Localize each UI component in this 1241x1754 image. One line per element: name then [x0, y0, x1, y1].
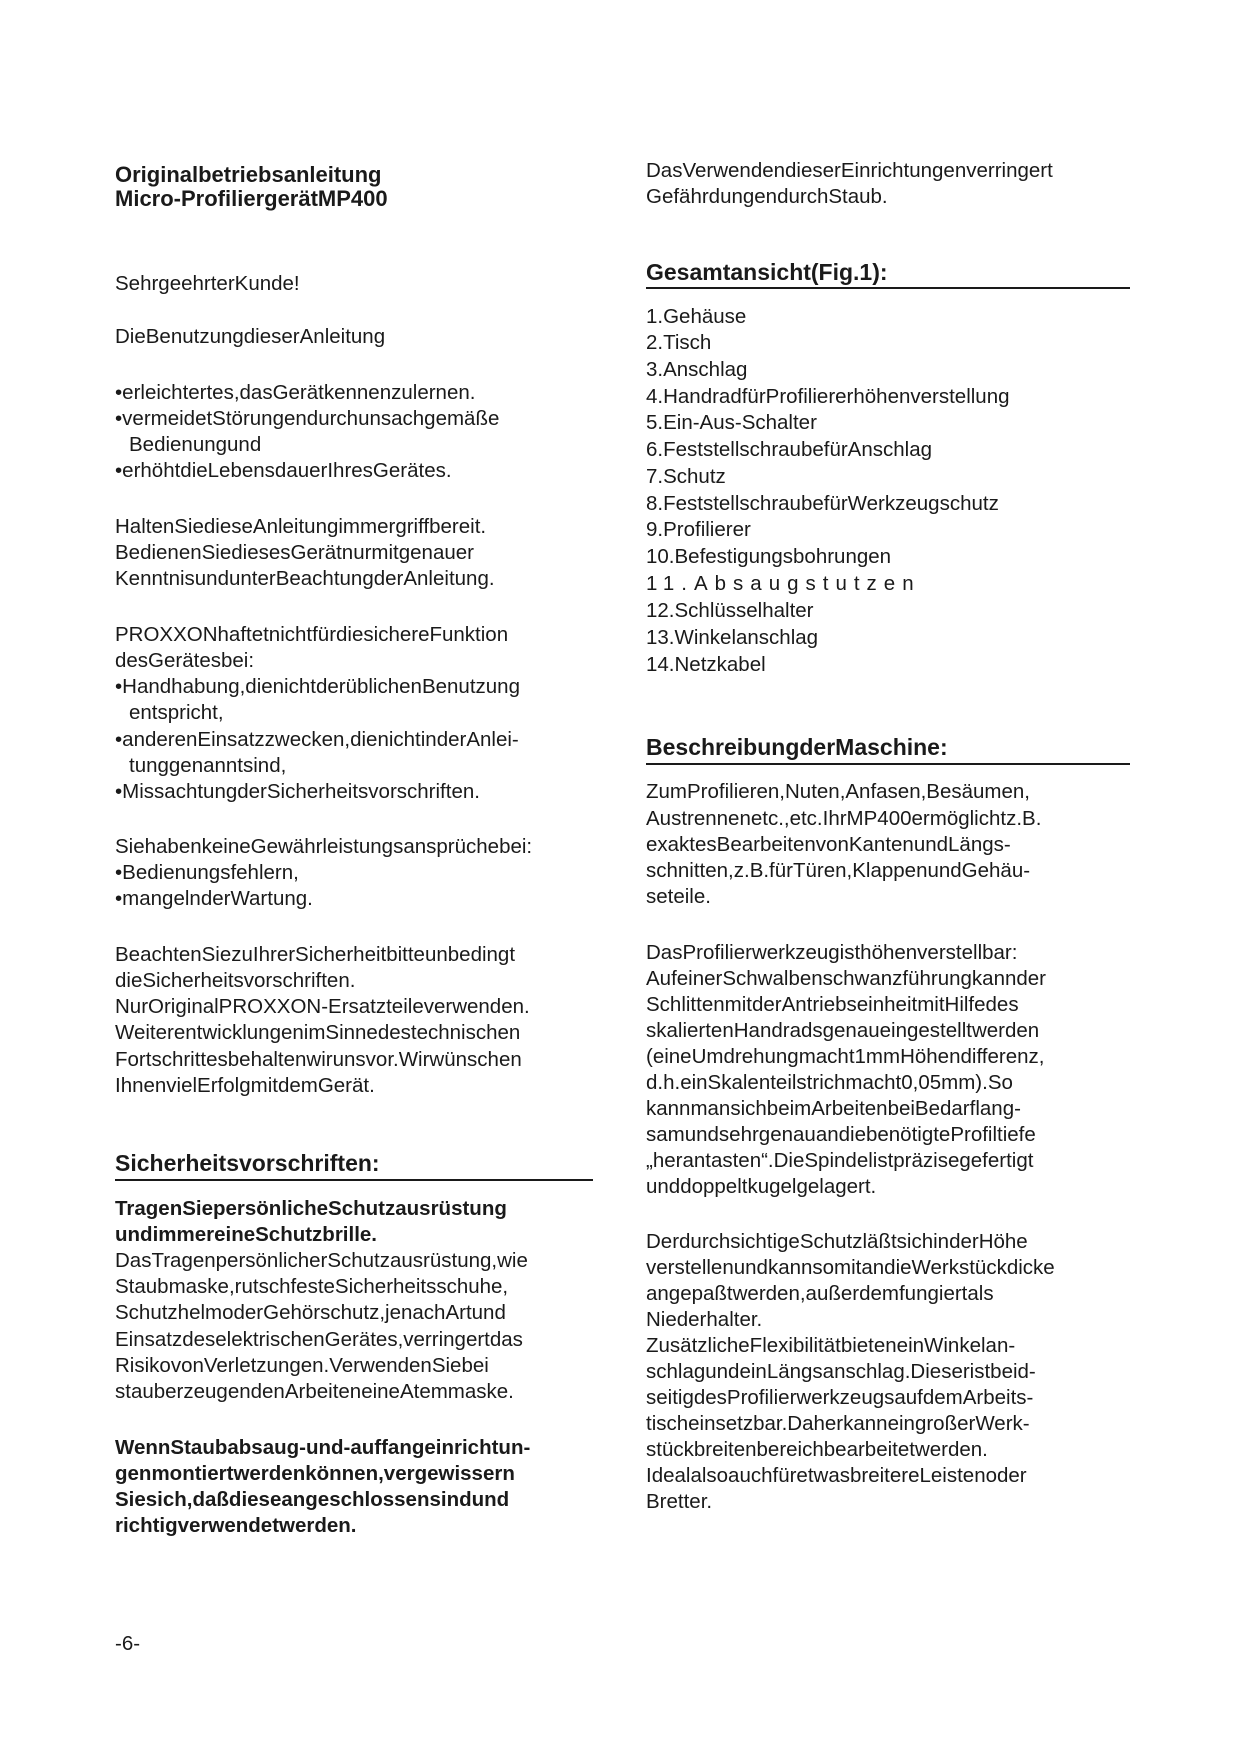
heading-underline	[115, 1179, 593, 1181]
paragraph-line: AufeinerSchwalbenschwanzführungkannder	[646, 967, 1047, 990]
paragraph-line: tischeinsetzbar.DaherkanneingroßerWerk-	[646, 1412, 1030, 1435]
list-item: 7.Schutz	[646, 465, 726, 488]
greeting: SehrgeehrterKunde!	[115, 272, 300, 295]
paragraph-line: dieSicherheitsvorschriften.	[115, 969, 356, 992]
list-item: 2.Tisch	[646, 331, 712, 354]
paragraph-line: desGerätesbei:	[115, 649, 255, 672]
paragraph-line: Niederhalter.	[646, 1308, 763, 1331]
safety-bold-line: genmontiertwerdenkönnen,vergewissern	[115, 1462, 515, 1485]
paragraph-line: •mangelnderWartung.	[115, 887, 313, 910]
safety-text-line: Staubmaske,rutschfesteSicherheitsschuhe,	[115, 1275, 509, 1298]
paragraph-line: schlagundeinLängsanschlag.Dieseristbeid-	[646, 1360, 1036, 1383]
paragraph-line: seitigdesProfilierwerkzeugsaufdemArbeits-	[646, 1386, 1034, 1409]
paragraph-line: „herantasten“.DieSpindelistpräzisegefertigt	[646, 1149, 1034, 1172]
paragraph-line: SchlittenmitderAntriebseinheitmitHilfedes	[646, 993, 1019, 1016]
description-heading: BeschreibungderMaschine:	[646, 734, 948, 760]
paragraph-line: exaktesBearbeitenvonKantenundLängs-	[646, 833, 1011, 856]
safety-heading: Sicherheitsvorschriften:	[115, 1150, 380, 1176]
paragraph-line: seteile.	[646, 885, 711, 908]
list-item: 12.Schlüsselhalter	[646, 599, 814, 622]
doc-subtitle: Micro-ProfiliergerätMP400	[115, 186, 388, 211]
safety-bold-line: undimmereineSchutzbrille.	[115, 1223, 377, 1246]
paragraph-line: SiehabenkeineGewährleistungsansprüchebei:	[115, 835, 533, 858]
heading-underline	[646, 287, 1130, 289]
paragraph-line: PROXXONhaftetnichtfürdiesichereFunktion	[115, 623, 509, 646]
page-number: -6-	[115, 1632, 141, 1655]
paragraph-line: DasProfilierwerkzeugisthöhenverstellbar:	[646, 941, 1018, 964]
bullet-line: •erleichtertes,dasGerätkennenzulernen.	[115, 381, 476, 404]
list-item: 6.FeststellschraubefürAnschlag	[646, 438, 933, 461]
paragraph-line: (eineUmdrehungmacht1mmHöhendifferenz,	[646, 1045, 1045, 1068]
paragraph-line: •Handhabung,dienichtderüblichenBenutzung	[115, 675, 520, 698]
overview-heading: Gesamtansicht(Fig.1):	[646, 259, 888, 285]
list-item: 13.Winkelanschlag	[646, 626, 819, 649]
paragraph-line: DasVerwendendieserEinrichtungenverringert	[646, 159, 1053, 182]
paragraph-line: unddoppeltkugelgelagert.	[646, 1175, 877, 1198]
list-item: 10.Befestigungsbohrungen	[646, 545, 892, 568]
paragraph-line: schnitten,z.B.fürTüren,KlappenundGehäu-	[646, 859, 1031, 882]
bullet-line: •erhöhtdieLebensdauerIhresGerätes.	[115, 459, 452, 482]
safety-text-line: SchutzhelmoderGehörschutz,jenachArtund	[115, 1301, 506, 1324]
heading-underline	[646, 763, 1130, 765]
paragraph-line: kannmansichbeimArbeitenbeiBedarflang-	[646, 1097, 1021, 1120]
paragraph-line: GefährdungendurchStaub.	[646, 185, 888, 208]
safety-bold-line: WennStaubabsaug-und-auffangeinrichtun-	[115, 1436, 531, 1459]
list-item: 14.Netzkabel	[646, 653, 766, 676]
paragraph-line: Austrennenetc.,etc.IhrMP400ermöglichtz.B.	[646, 807, 1042, 830]
list-item: 3.Anschlag	[646, 358, 748, 381]
paragraph-line: •MissachtungderSicherheitsvorschriften.	[115, 780, 480, 803]
list-item: 9.Profilierer	[646, 518, 751, 541]
list-item: 1.Gehäuse	[646, 305, 747, 328]
paragraph-line: KenntnisundunterBeachtungderAnleitung.	[115, 567, 495, 590]
list-item: 11.Absaugstutzen	[646, 572, 921, 595]
paragraph-line: DerdurchsichtigeSchutzläßtsichinderHöhe	[646, 1230, 1028, 1253]
paragraph-line: BedienenSiediesesGerätnurmitgenauer	[115, 541, 474, 564]
paragraph-line: HaltenSiedieseAnleitungimmergriffbereit.	[115, 515, 487, 538]
paragraph-line: ZumProfilieren,Nuten,Anfasen,Besäumen,	[646, 780, 1031, 803]
paragraph-line: skaliertenHandradsgenaueingestelltwerden	[646, 1019, 1040, 1042]
paragraph-line: WeiterentwicklungenimSinnedestechnischen	[115, 1021, 521, 1044]
list-item: 5.Ein-Aus-Schalter	[646, 411, 817, 434]
paragraph-line: ZusätzlicheFlexibilitätbieteneinWinkelan-	[646, 1334, 1016, 1357]
paragraph-line: verstellenundkannsomitandieWerkstückdicke	[646, 1256, 1055, 1279]
paragraph-line: tunggenanntsind,	[129, 754, 287, 777]
paragraph-line: Bretter.	[646, 1490, 713, 1513]
paragraph-line: Fortschrittesbehaltenwirunsvor.Wirwünschen	[115, 1048, 522, 1071]
bullet-line: •vermeidetStörungendurchunsachgemäße	[115, 407, 500, 430]
paragraph-line: samundsehrgenauandiebenötigteProfiltiefe	[646, 1123, 1036, 1146]
bullet-line: Bedienungund	[129, 433, 262, 456]
paragraph-line: •anderenEinsatzzwecken,dienichtinderAnlei-	[115, 728, 519, 751]
safety-text-line: stauberzeugendenArbeiteneineAtemmaske.	[115, 1380, 514, 1403]
safety-bold-line: TragenSiepersönlicheSchutzausrüstung	[115, 1197, 507, 1220]
paragraph-line: IdealalsoauchfüretwasbreitereLeistenoder	[646, 1464, 1027, 1487]
paragraph-line: d.h.einSkalenteilstrichmacht0,05mm).So	[646, 1071, 1013, 1094]
safety-text-line: EinsatzdeselektrischenGerätes,verringertdas	[115, 1328, 523, 1351]
list-item: 8.FeststellschraubefürWerkzeugschutz	[646, 492, 999, 515]
paragraph-line: NurOriginalPROXXON-Ersatzteileverwenden.	[115, 995, 530, 1018]
paragraph-line: entspricht,	[129, 701, 224, 724]
doc-title: Originalbetriebsanleitung	[115, 162, 382, 187]
paragraph-line: stückbreitenbereichbearbeitetwerden.	[646, 1438, 988, 1461]
intro-text: DieBenutzungdieserAnleitung	[115, 325, 386, 348]
list-item: 4.HandradfürProfiliererhöhenverstellung	[646, 385, 1010, 408]
safety-bold-line: Siesich,daßdieseangeschlossensindund	[115, 1488, 510, 1511]
safety-text-line: RisikovonVerletzungen.VerwendenSiebei	[115, 1354, 489, 1377]
paragraph-line: IhnenvielErfolgmitdemGerät.	[115, 1074, 375, 1097]
paragraph-line: BeachtenSiezuIhrerSicherheitbitteunbedingt	[115, 943, 516, 966]
safety-bold-line: richtigverwendetwerden.	[115, 1514, 357, 1537]
safety-text-line: DasTragenpersönlicherSchutzausrüstung,wie	[115, 1249, 528, 1272]
paragraph-line: angepaßtwerden,außerdemfungiertals	[646, 1282, 994, 1305]
paragraph-line: •Bedienungsfehlern,	[115, 861, 299, 884]
